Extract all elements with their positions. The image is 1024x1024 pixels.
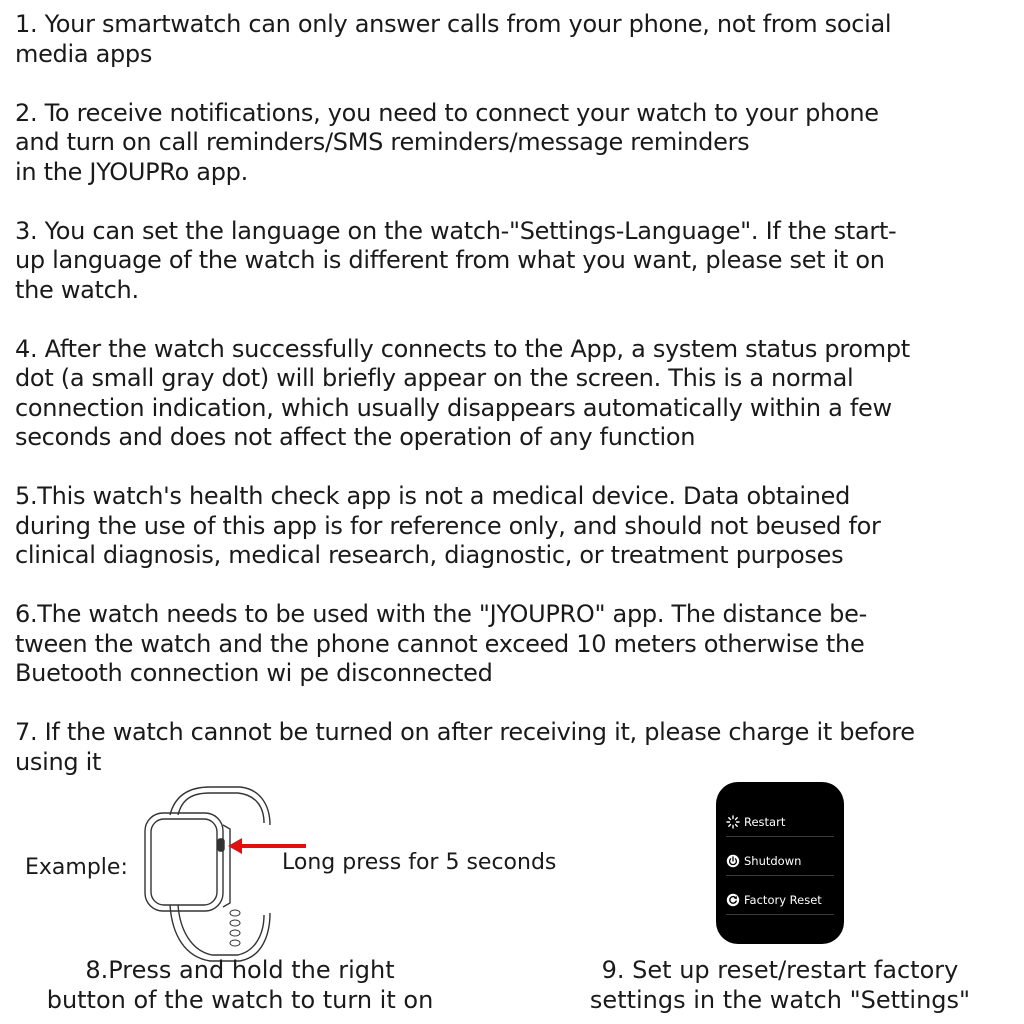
note-3: 3. You can set the language on the watch-"Settings-Language". If the start- up language of the watch is different from what you want, please set it on the watch. xyxy=(15,216,897,304)
menu-item-shutdown[interactable] xyxy=(726,847,834,876)
menu-item-factory-reset[interactable] xyxy=(726,886,834,915)
power-icon xyxy=(726,854,740,868)
menu-item-label: Shutdown xyxy=(744,854,802,868)
note-6: 6.The watch needs to be used with the "JYOUPRO" app. The distance be- tween the watch and the phone cannot exceed 10 meters otherwise the Buetooth connection wi pe disconnected xyxy=(15,600,867,687)
menu-item-label: Restart xyxy=(744,815,786,829)
caption-step-8: 8.Press and hold the right button of the watch to turn it on xyxy=(46,956,434,1014)
note-1: 1. Your smartwatch can only answer calls from your phone, not from social media apps xyxy=(15,10,892,68)
note-2: 2. To receive notifications, you need to connect your watch to your phone and turn on call reminders/SMS reminders/message reminders in the JYOUPRo app. xyxy=(15,98,879,186)
smartwatch-side-button-icon xyxy=(130,785,310,965)
note-4: 4. After the watch successfully connects to the App, a system status prompt dot (a small gray dot) will briefly appear on the screen. This is a normal connection indication, which usually disappears automatically within a few seconds and does not affect the operation of any function xyxy=(15,334,910,451)
caption-step-9: 9. Set up reset/restart factory settings in the watch "Settings" xyxy=(589,956,971,1014)
restart-icon xyxy=(726,815,740,829)
note-7: 7. If the watch cannot be turned on after receiving it, please charge it before using it xyxy=(15,718,915,776)
menu-item-restart[interactable] xyxy=(726,808,834,837)
factory-reset-icon xyxy=(726,893,740,907)
example-label: Example: xyxy=(25,855,128,880)
menu-item-label: Factory Reset xyxy=(744,893,822,907)
notes-list xyxy=(15,10,1015,807)
long-press-instruction: Long press for 5 seconds xyxy=(282,850,557,875)
watch-settings-screen xyxy=(716,782,844,944)
note-5: 5.This watch's health check app is not a medical device. Data obtained during the use of this app is for reference only, and should not beused for clinical diagnosis, medical research, diagnostic, or treatment purposes xyxy=(15,482,881,569)
